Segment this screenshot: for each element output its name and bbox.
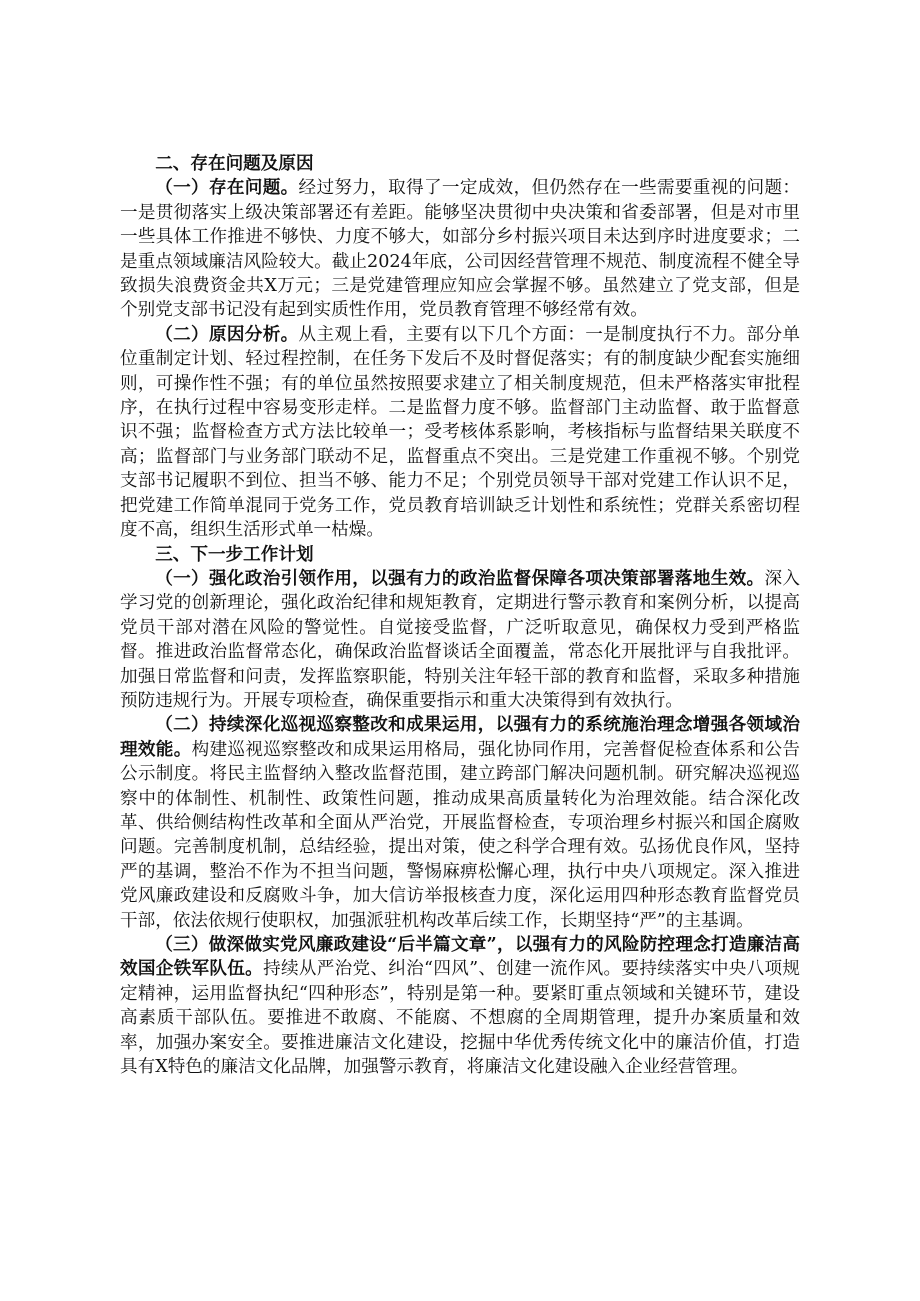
paragraph-body: 经过努力，取得了一定成效，但仍然存在一些需要重视的问题：一是贯彻落实上级决策部署还有差距。能够坚决贯彻中央决策和省委部署，但是对市里一些具体工作推进不够快、力度不够大，如部分乡村振兴项目未达到序时进度要求；二是重点领域廉洁风险较大。截止2024年底，公司因经营管理不规范、制度流程不健全导致损失浪费资金共X万元；三是党建管理应知应会掌握不够。虽然建立了党支部，但是个别党支部书记没有起到实质性作用，党员教育管理不够经常有效。 xyxy=(120,178,800,321)
paragraph-plan-3 xyxy=(120,933,800,1079)
paragraph-plan-1 xyxy=(120,567,800,713)
paragraph-causes xyxy=(120,323,800,543)
paragraph-lead: （一）存在问题。 xyxy=(155,177,299,199)
paragraph-lead: （二）原因分析。 xyxy=(155,323,299,345)
paragraph-lead: （二）持续深化巡视巡察整改和成果运用，以强有力的系统施治理念增强各领域治理效能。 xyxy=(120,714,800,760)
paragraph-lead: （一）强化政治引领作用，以强有力的政治监督保障各项决策部署落地生效。 xyxy=(155,567,765,589)
document-page xyxy=(120,152,800,1079)
paragraph-lead: （三）做深做实党风廉政建设“后半篇文章”，以强有力的风险防控理念打造廉洁高效国企铁军队伍。 xyxy=(120,934,800,980)
paragraph-body: 从主观上看，主要有以下几个方面：一是制度执行不力。部分单位重制定计划、轻过程控制，在任务下发后不及时督促落实；有的制度缺少配套实施细则，可操作性不强；有的单位虽然按照要求建立了相关制度规范，但未严格落实审批程序，在执行过程中容易变形走样。二是监督力度不够。监督部门主动监督、敢于监督意识不强；监督检查方式方法比较单一；受考核体系影响，考核指标与监督结果关联度不高；监督部门与业务部门联动不足，监督重点不突出。三是党建工作重视不够。个别党支部书记履职不到位、担当不够、能力不足；个别党员领导干部对党建工作认识不足，把党建工作简单混同于党务工作，党员教育培训缺乏计划性和系统性；党群关系密切程度不高，组织生活形式单一枯燥。 xyxy=(120,324,800,541)
paragraph-body: 持续从严治党、纠治“四风”、创建一流作风。要持续落实中央八项规定精神，运用监督执纪“四种形态”，特别是第一种。要紧盯重点领域和关键环节，建设高素质干部队伍。要推进不敢腐、不能腐、不想腐的全周期管理，提升办案质量和效率，加强办案安全。要推进廉洁文化建设，挖掘中华优秀传统文化中的廉洁价值，打造具有X特色的廉洁文化品牌，加强警示教育，将廉洁文化建设融入企业经营管理。 xyxy=(120,959,800,1078)
section-heading-problems: 二、存在问题及原因 xyxy=(155,153,314,174)
section-heading-plan: 三、下一步工作计划 xyxy=(155,543,314,565)
paragraph-problems xyxy=(120,176,800,322)
paragraph-body: 构建巡视巡察整改和成果运用格局，强化协同作用，完善督促检查体系和公告公示制度。将民主监督纳入整改监督范围，建立跨部门解决问题机制。研究解决巡视巡察中的体制性、机制性、政策性问题，推动成果高质量转化为治理效能。结合深化改革、供给侧结构性改革和全面从严治党，开展监督检查，专项治理乡村振兴和国企腐败问题。完善制度机制，总结经验，提出对策，使之科学合理有效。弘扬优良作风，坚持严的基调，整治不作为不担当问题，警惕麻痹松懈心理，执行中央八项规定。深入推进党风廉政建设和反腐败斗争，加大信访举报核查力度，深化运用四种形态教育监督党员干部，依法依规行使职权，加强派驻机构改革后续工作，长期坚持“严”的主基调。 xyxy=(120,739,800,931)
paragraph-plan-2 xyxy=(120,713,800,933)
paragraph-body: 深入学习党的创新理论，强化政治纪律和规矩教育，定期进行警示教育和案例分析，以提高党员干部对潜在风险的警觉性。自觉接受监督，广泛听取意见，确保权力受到严格监督。推进政治监督常态化，确保政治监督谈话全面覆盖，常态化开展批评与自我批评。加强日常监督和问责，发挥监察职能，特别关注年轻干部的教育和监督，采取多种措施预防违规行为。开展专项检查，确保重要指示和重大决策得到有效执行。 xyxy=(120,568,800,711)
